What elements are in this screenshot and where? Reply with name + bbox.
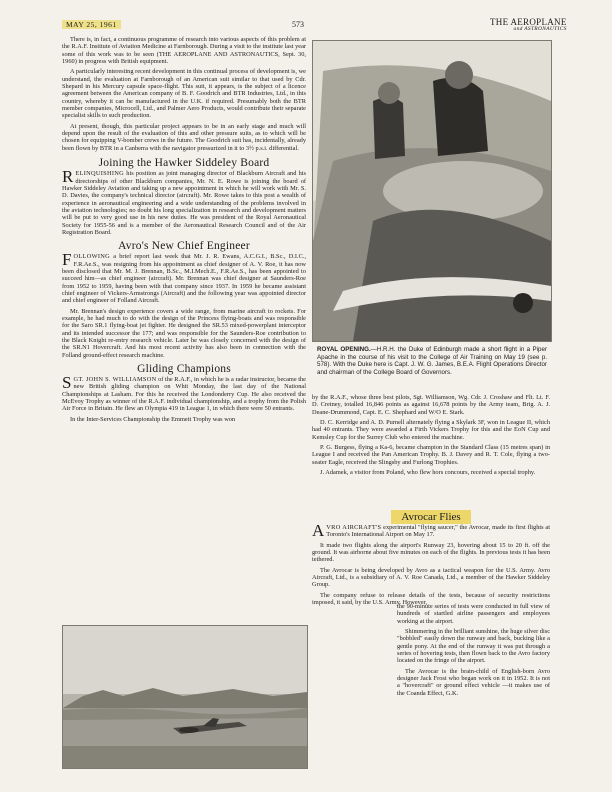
drop-cap: A	[312, 521, 325, 540]
paragraph-text: his position as joint managing director of Blackburn Aircraft and his directorships of other Blackburn companies, Mr. N. E. Rowe is joining the board of Hawker Siddeley Aviation and taking up a new appointment in which he will work with Mr. S. D. Davies, the company's technical director (aircraft). Mr. Rowe takes to this post a wealth of experience in aeronautical engineering and a wide understanding of the problems involved in the aviation technologies; no doubt his long specialization in research and development matters will be put to very good use in his new duties. He was president of the Royal Aeronautical Society for 1955-56 and is a member of the Aeronautical Research Council and of the Air Registration Board.	[62, 170, 306, 236]
magazine-title	[490, 18, 567, 33]
avrocar-article-narrow	[397, 603, 550, 700]
article-paragraph: In the Inter-Services Championship the Emmett Trophy was won	[70, 415, 236, 423]
photo-caption	[317, 346, 547, 376]
article-paragraph: The Avrocar is being developed by Avro as a tactical weapon for the U.S. Army. Avro Aircraft, Ltd., is a subsidiary of A. V. Roe Canada, Ltd., a member of the Hawker Siddeley Group.	[312, 566, 550, 589]
drop-cap: R	[62, 167, 74, 187]
issue-date: MAY 25, 1961	[62, 20, 121, 29]
article-paragraph: The company refuse to release details of the tests, because of security restrictions imposed, it said, by the U.S. Army. However,	[312, 591, 550, 607]
article-paragraph: The Avrocar is the brain-child of English-born Avro designer Jack Frost who began work on it in 1952. It is not a "hovercraft" or ground effect vehicle —it makes use of the Coanda Effect, G.K.	[397, 667, 550, 697]
article-paragraph: Mr. Brennan's design experience covers a wide range, from marine aircraft to rockets. For example, he had much to do with the design of the Princess flying-boats and was responsible for the Saro SR.1 flying-boat jet fighter. He designed the SR.53 mixed-powerplant interceptor and its intended successor the 177; and was responsible for the Saunders-Roe contribution to the Black Knight re-entry research vehicle. Later he was closely concerned with the design of the SR.N1 Hovercraft. And his most recent activity has also been in connection with the Folland ground-effect research machine.	[62, 307, 306, 359]
article-paragraph: It made two flights along the airport's Runway 23, hovering about 15 to 20 ft. off the ground. It was airborne about five minutes on each of the flights. In previous tests it has been tethered.	[312, 541, 550, 564]
lead-words: OLLOWING	[73, 253, 111, 261]
avrocar-heading: Avrocar Flies	[391, 510, 470, 524]
lead-words: VRO AIRCRAFT'S	[326, 524, 382, 531]
right-column	[312, 394, 550, 479]
avrocar-heading-wrap	[312, 507, 550, 525]
page-number: 573	[292, 20, 304, 29]
drop-cap: S	[62, 373, 72, 393]
royal-opening-photo	[312, 40, 552, 342]
article-paragraph: the 90-minute series of tests were conducted in full view of hundreds of startled airline passengers and employees working at the airport.	[397, 603, 550, 625]
caption-text: —H.R.H. the Duke of Edinburgh made a short flight in a Piper Apache in the course of his visit to the College of Air Training on May 19 (see p. 578). With the Duke here is Capt. J. W. G. James, B.E.A. Flight Operations Director and chairman of the College Board of Governors.	[317, 346, 547, 376]
avro-paragraph	[62, 250, 306, 305]
article-paragraph: J. Adamek, a visitor from Poland, who flew hors concours, received a special trophy.	[320, 469, 536, 477]
lead-words: GT. JOHN S. WILLIAMSON	[73, 376, 157, 384]
magazine-title-text: THE AEROPLANE	[490, 17, 567, 27]
article-paragraph: by the R.A.F., whose three best pilots, Sgt. Williamson, Wg. Cdr. J. Croshaw and Flt. Lt. F. D. Cretney, totalled 16,846 points as against 16,678 points by the Army team, Brig. A. J. Deane-Drummond, Capt. E. C. Shephard and W/O E. Stark.	[312, 394, 550, 416]
article-paragraph: A particularly interesting recent development in this continual process of development is, we understand, the evaluation at Farnborough of an American suit similar to that used by Cdr. Shepard in his Mercury capsule space-flight. This suit, it appears, is the subject of a licence agreement between the American company of B. F. Goodrich and BTR Industries, Ltd., in this country, whereby it can be manufactured in the U.K. if required. Presumably both the BTR member companies, Microcell, Ltd., and Palmer Aero Products, would contribute their separate specialist skills to such production.	[62, 68, 306, 120]
hawker-heading: Joining the Hawker Siddeley Board	[98, 157, 270, 170]
gliding-heading: Gliding Champions	[137, 363, 231, 376]
paragraph-text: a brief report last week that Mr. J. R. Ewans, A.C.G.I., B.Sc., D.I.C., F.R.Ae.S., was resigning from his appointment as chief designer of A. V. Roe, it has now been disclosed that Mr. M. J. Brennan, B.Sc., M.I.Mech.E., F.R.Ae.S., has been appointed to succeed him—as chief engineer (aircraft). Mr. Brennan was chief designer at Saunders-Roe from 1952 to 1959, having been with that company since 1937. In 1959 he became assistant chief engineer of Vickers-Armstrongs (Aircraft) and the following year was appointed director and chief engineer of Folland Aircraft.	[62, 253, 306, 305]
glider-photo-illustration	[63, 626, 307, 768]
hawker-paragraph	[62, 167, 306, 236]
avrocar-article	[312, 521, 550, 609]
royal-opening-illustration	[313, 41, 551, 341]
article-paragraph: D. C. Kerridge and A. D. Purnell alternately flying a Skylark 3F, won in League II, which had 40 entrants. They were awarded a Firth Vickers Trophy for this and the EoN Cup and Kemsley Cup for the Surrey Club who entered the machine.	[312, 419, 550, 441]
article-paragraph: At present, though, this particular project appears to be in an early stage and much will depend upon the result of the evaluation of this and other pressure suits, as to which will be chosen for equipping V-bomber crews in the future. The Goodrich suit has, incidentally, already been flown by BTR in a Canberra with the navigator pressurized in it to 3½ p.s.i. differential.	[62, 122, 306, 152]
glider-photo	[62, 625, 308, 769]
drop-cap: F	[62, 250, 72, 270]
article-paragraph: Shimmering in the brilliant sunshine, the huge silver disc "bobbled" easily down the runway and back, bucking like a gentle pony. At the end of the runway it was put through a series of hovering tests, then flown back to the Avro factory located on the fringe of the airport.	[397, 628, 551, 665]
gliding-paragraph	[62, 373, 306, 413]
avrocar-paragraph	[312, 521, 550, 540]
paragraph-text: experimental "flying saucer," the Avrocar, made its first flights at Toronto's International Airport on May 17.	[326, 524, 550, 539]
left-column	[62, 36, 306, 426]
paragraph-text: of the R.A.F., in which he is a radar instructor, became the new British gliding champion on Whit Monday, the last day of the National Championships at Lasham. For this he received the Londonderry Cup. He also received the McEvoy Trophy as winner of the R.A.F. individual championship, and a trophy from the Polish Air Force in Britain. He flew an Olympia 419 in League 1, in which there were 50 entrants.	[62, 376, 306, 413]
article-paragraph: P. G. Burgess, flying a Ka-6, became champion in the Standard Class (15 metres span) in League I and received the Pan American Trophy. B. J. Davey and R. T. Cole, flying a two-seater Eagle, received the Slingsby and Furlong Trophies.	[312, 444, 550, 466]
article-paragraph: There is, in fact, a continuous programme of research into various aspects of this problem at the R.A.F. Institute of Aviation Medicine at Farnborough. During a visit to the institute last year some of this work was to be seen (THE AEROPLANE AND ASTRONAUTICS, Sept. 30, 1960) in progress with British equipment.	[62, 36, 306, 66]
caption-lead: ROYAL OPENING.	[317, 346, 371, 353]
magazine-subtitle: and ASTRONAUTICS	[513, 26, 567, 33]
lead-words: ELINQUISHING	[75, 170, 125, 178]
avro-heading: Avro's New Chief Engineer	[118, 240, 250, 253]
